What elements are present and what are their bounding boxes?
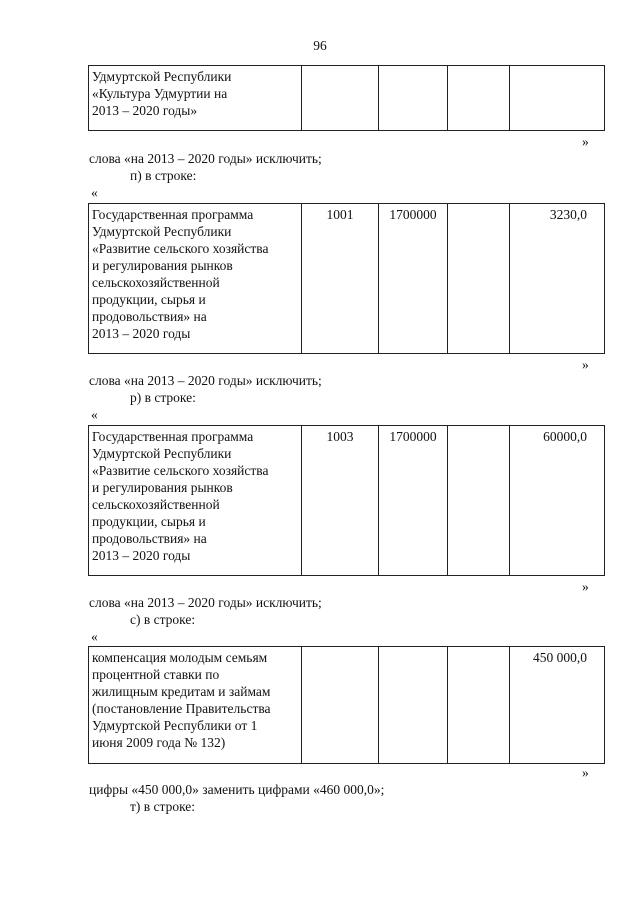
table-cell-target-article: 1700000 (379, 204, 448, 354)
name-line: «Развитие сельского хозяйства (92, 241, 269, 256)
table-cell-target-article: 1700000 (379, 426, 448, 576)
name-line: продовольствия» на (92, 531, 207, 546)
closing-quote: » (582, 765, 589, 780)
closing-quote: » (582, 357, 589, 372)
table-cell-expense-type (448, 66, 510, 131)
name-line: жилищным кредитам и займам (92, 684, 271, 699)
instruction-text: слова «на 2013 – 2020 годы» исключить; (89, 595, 322, 610)
name-line: «Культура Удмуртии на (92, 86, 228, 101)
table-cell-program-name (89, 647, 302, 764)
name-line: (постановление Правительства (92, 701, 271, 716)
name-line: продукции, сырья и (92, 514, 206, 529)
name-line: продукции, сырья и (92, 292, 206, 307)
table-cell-expense-type (448, 426, 510, 576)
table-cell-program-name (89, 66, 302, 131)
opening-quote: « (91, 407, 98, 422)
instruction-text: слова «на 2013 – 2020 годы» исключить; (89, 151, 322, 166)
name-line: Государственная программа (92, 207, 254, 222)
table-cell-expense-type (448, 647, 510, 764)
item-heading-p: п) в строке: (130, 168, 197, 183)
table-cell-target-article (379, 66, 448, 131)
budget-table-agriculture-1001 (88, 203, 605, 354)
item-heading-t: т) в строке: (130, 799, 196, 814)
budget-table-agriculture-1003 (88, 425, 605, 576)
table-cell-amount: 3230,0 (510, 204, 605, 354)
name-line: Удмуртской Республики (92, 69, 232, 84)
table-cell-amount: 60000,0 (510, 426, 605, 576)
table-cell-section-code: 1001 (302, 204, 379, 354)
name-line: Удмуртской Республики (92, 224, 232, 239)
closing-quote: » (582, 134, 589, 149)
opening-quote: « (91, 185, 98, 200)
budget-table-culture (88, 65, 605, 131)
table-cell-target-article (379, 647, 448, 764)
table-cell-expense-type (448, 204, 510, 354)
name-line: Государственная программа (92, 429, 254, 444)
table-cell-program-name (89, 426, 302, 576)
name-line: Удмуртской Республики от 1 (92, 718, 258, 733)
table-cell-section-code (302, 647, 379, 764)
name-line: компенсация молодым семьям (92, 650, 268, 665)
name-line: июня 2009 года № 132) (92, 735, 226, 750)
budget-table-young-families (88, 646, 605, 764)
instruction-text: слова «на 2013 – 2020 годы» исключить; (89, 373, 322, 388)
name-line: «Развитие сельского хозяйства (92, 463, 269, 478)
name-line: и регулирования рынков (92, 480, 233, 495)
name-line: Удмуртской Республики (92, 446, 232, 461)
table-cell-section-code: 1003 (302, 426, 379, 576)
closing-quote: » (582, 579, 589, 594)
page-number: 96 (313, 38, 327, 53)
item-heading-s: с) в строке: (130, 612, 196, 627)
opening-quote: « (91, 629, 98, 644)
table-cell-section-code (302, 66, 379, 131)
name-line: сельскохозяйственной (92, 275, 220, 290)
instruction-text: цифры «450 000,0» заменить цифрами «460 000,0»; (89, 782, 385, 797)
name-line: 2013 – 2020 годы» (92, 103, 198, 118)
name-line: процентной ставки по (92, 667, 220, 682)
table-cell-amount: 450 000,0 (510, 647, 605, 764)
name-line: и регулирования рынков (92, 258, 233, 273)
item-heading-r: р) в строке: (130, 390, 196, 405)
name-line: продовольствия» на (92, 309, 207, 324)
table-cell-amount (510, 66, 605, 131)
name-line: 2013 – 2020 годы (92, 326, 191, 341)
name-line: 2013 – 2020 годы (92, 548, 191, 563)
name-line: сельскохозяйственной (92, 497, 220, 512)
table-cell-program-name (89, 204, 302, 354)
